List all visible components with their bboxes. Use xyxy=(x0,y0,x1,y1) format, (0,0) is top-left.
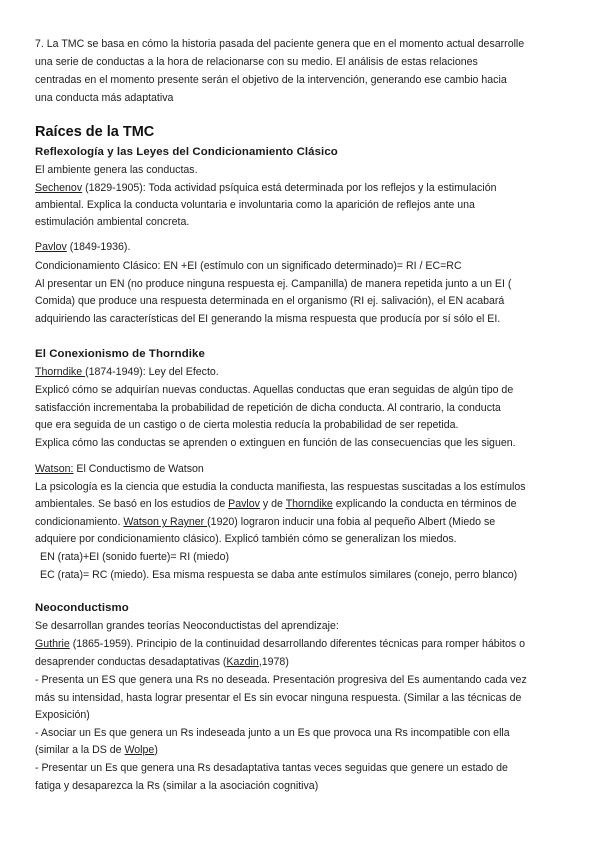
neo-line-8-b: ) xyxy=(154,744,158,756)
neo-line-3-b: ,1978) xyxy=(258,656,289,668)
intro-line-2: una serie de conductas a la hora de relacionarse con su medio. El análisis de estas relaciones xyxy=(35,56,478,68)
thorndike-text: (1874-1949): Ley del Efecto. xyxy=(85,366,219,378)
conex-line-3: satisfacción incrementaba la probabilidad de repetición de dicha conducta. Al contrario, la conducta xyxy=(35,402,501,414)
watson-line-2: La psicología es la ciencia que estudia la conducta manifiesta, las respuestas suscitadas a los estímulos xyxy=(35,481,526,493)
intro-line-1: 7. La TMC se basa en cómo la historia pasada del paciente genera que en el momento actual desarrolle xyxy=(35,38,525,50)
guthrie-text: (1865-1959). Principio de la continuidad desarrollando diferentes técnicas para romper hábitos o xyxy=(69,638,525,650)
watson-title-text: El Conductismo de Watson xyxy=(73,463,204,475)
conex-line-4: que era seguida de un castigo o de cierta molestia reducía la probabilidad de ser repetida. xyxy=(35,419,459,431)
watson-line-3-c: explicando la conducta en términos de xyxy=(332,498,517,510)
kazdin-link: Kazdin xyxy=(226,656,259,668)
sechenov-link: Sechenov xyxy=(35,182,83,194)
neo-line-guthrie xyxy=(35,636,525,654)
watson-rayner-link: Watson y Rayner xyxy=(123,516,208,528)
watson-line-3-b: y de xyxy=(259,498,286,510)
conex-line-thorndike xyxy=(35,364,219,382)
thorndike-ref-link: Thorndike xyxy=(285,498,333,510)
watson-line-7: EC (rata)= RC (miedo). Esa misma respuesta se daba ante estímulos similares (conejo, perro blanco) xyxy=(40,569,518,581)
intro-line-4: una conducta más adaptativa xyxy=(35,92,174,104)
neo-line-4: - Presenta un ES que genera una Rs no deseada. Presentación progresiva del Es aumentando cada vez xyxy=(35,674,527,686)
watson-line-6: EN (rata)+EI (sonido fuerte)= RI (miedo) xyxy=(40,551,229,563)
sechenov-text: (1829-1905): Toda actividad psíquica está determinada por los reflejos y la estimulación xyxy=(82,182,497,194)
neo-line-8 xyxy=(35,742,158,760)
neo-line-6: Exposición) xyxy=(35,709,90,721)
pavlov-link: Pavlov xyxy=(35,241,67,253)
watson-line-1 xyxy=(35,461,204,479)
conex-line-2: Explicó cómo se adquirían nuevas conductas. Aquellas conductas que eran seguidas de algún tipo de xyxy=(35,384,514,396)
watson-line-3 xyxy=(35,496,517,514)
reflex-line-pavlov xyxy=(35,239,130,257)
reflex-line-1: El ambiente genera las conductas. xyxy=(35,164,198,176)
neo-line-9: - Presentar un Es que genera una Rs desadaptativa tantas veces seguidas que genere un estado de xyxy=(35,762,508,774)
reflex-line-3: ambiental. Explica la conducta voluntaria e involuntaria como la aparición de reflejos ante una xyxy=(35,199,475,211)
pavlov-ref-link: Pavlov xyxy=(228,498,260,510)
neo-line-8-a: (similar a la DS de xyxy=(35,744,125,756)
thorndike-link: Thorndike xyxy=(35,366,86,378)
conex-line-5: Explica cómo las conductas se aprenden o extinguen en función de las consecuencias que les siguen. xyxy=(35,437,516,449)
reflex-line-8: Comida) que produce una respuesta determinada en el organismo (RI ej. salivación), el EN acabará xyxy=(35,295,505,307)
watson-line-3-a: ambientales. Se basó en los estudios de xyxy=(35,498,229,510)
heading-neoconductismo: Neoconductismo xyxy=(35,602,129,614)
neo-line-7: - Asociar un Es que genera un Rs indeseada junto a un Es que provoca una Rs incompatible con ella xyxy=(35,727,510,739)
heading-reflexologia: Reflexología y las Leyes del Condicionamiento Clásico xyxy=(35,146,338,158)
heading-conexionismo: El Conexionismo de Thorndike xyxy=(35,348,205,360)
reflex-line-7: Al presentar un EN (no produce ninguna respuesta ej. Campanilla) de manera repetida junto a un EI ( xyxy=(35,278,512,290)
pavlov-text: (1849-1936). xyxy=(66,241,131,253)
neo-line-5: más su intensidad, hasta lograr presentar el Es sin evocar ninguna respuesta. (Similar a las técnicas de xyxy=(35,692,522,704)
neo-line-3 xyxy=(35,654,289,672)
watson-line-4-a: condicionamiento. xyxy=(35,516,124,528)
neo-line-1: Se desarrollan grandes teorías Neoconductistas del aprendizaje: xyxy=(35,620,339,632)
watson-line-4 xyxy=(35,514,495,532)
reflex-line-6: Condicionamiento Clásico: EN +EI (estímulo con un significado determinado)= RI / EC=RC xyxy=(35,260,462,272)
neo-line-3-a: desaprender conductas desadaptativas ( xyxy=(35,656,227,668)
reflex-line-sechenov xyxy=(35,180,497,198)
neo-line-10: fatiga y desaparezca la Rs (similar a la asociación cognitiva) xyxy=(35,780,319,792)
watson-line-4-b: (1920) lograron inducir una fobia al pequeño Albert (Miedo se xyxy=(207,516,496,528)
reflex-line-4: estimulación ambiental concreta. xyxy=(35,216,190,228)
guthrie-link: Guthrie xyxy=(35,638,70,650)
watson-link: Watson: xyxy=(35,463,74,475)
intro-line-3: centradas en el momento presente serán el objetivo de la intervención, generando ese cambio hacia xyxy=(35,74,507,86)
reflex-line-9: adquiriendo las características del EI generando la misma respuesta que producía por sí sólo el EI. xyxy=(35,313,501,325)
wolpe-link: Wolpe xyxy=(124,744,155,756)
section-title-raices: Raíces de la TMC xyxy=(35,124,155,140)
watson-line-5: adquiere por condicionamiento clásico). Explicó también cómo se generalizan los miedos. xyxy=(35,533,457,545)
